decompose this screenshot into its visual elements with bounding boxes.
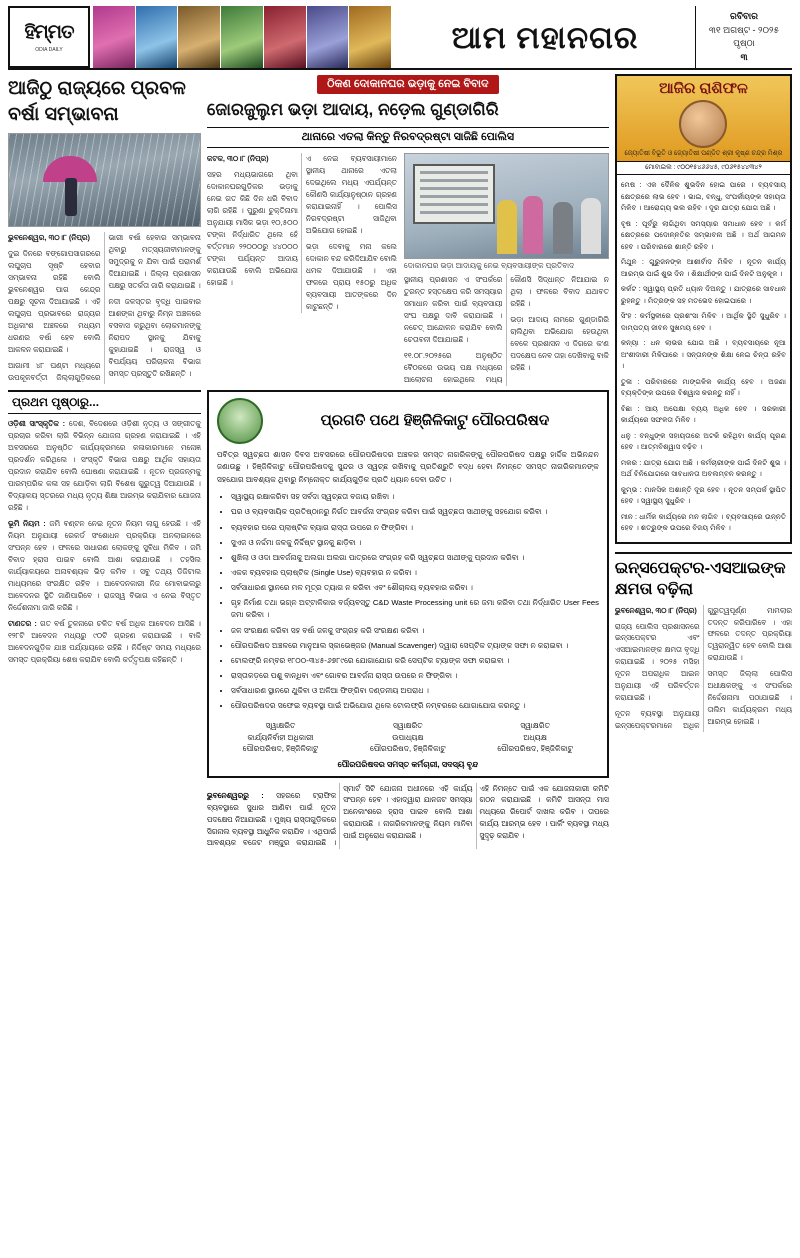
left-para-0: ଦୁଇ ଦିନରେ ବଙ୍ଗୋପସାଗରରେ ଲଘୁଚାପ ସୃଷ୍ଟି ହେବାର ସମ୍ଭାବନା ରହିଛି ବୋଲି ଭୁବନେଶ୍ୱର ପାଗ କେନ୍ଦ୍ର ପକ୍ଷରୁ ସୂଚନା ଦିଆଯାଇଛି । ଏହି ଲଘୁଚାପ ପ୍ରଭାବରେ ରାଜ୍ୟର ଅଧିକାଂଶ ଅଞ୍ଚଳରେ ମଧ୍ୟମ ଧରଣର ବର୍ଷା ହେବ ବୋଲି ଆକଳନ କରାଯାଇଛି । bbox=[8, 249, 101, 355]
right-bottom-body bbox=[615, 605, 792, 733]
rashi: କୁମ୍ଭ : ମାନସିକ ଅଶାନ୍ତି ଦୂର ହେବ । ନୂତନ ସମ୍ପର୍କ ସ୍ଥାପିତ ହେବ । ସ୍ୱାସ୍ଥ୍ୟ ସୁଧୁରିବ । bbox=[620, 484, 786, 506]
horoscope-box bbox=[615, 74, 792, 544]
weekday: ରବିବାର bbox=[730, 11, 758, 21]
mid-para-5: ଭଡ଼ା ଆଦାୟ ନାମରେ ଗୁଣ୍ଡାଗିରି ଚାଲିଥିବା ଅଭିଯୋଗ ହେଉଥିବା ବେଳେ ପ୍ରଶାସନ ଏ ଦିଗରେ କ'ଣ ପଦକ୍ଷେପ ନେବ ତାହା ଦେଖିବାକୁ ବାକି ରହିଛି । bbox=[510, 314, 609, 372]
right-para-0: ରାଜ୍ୟ ପୋଲିସ ପ୍ରଶାସନରେ ଇନ୍ସପେକ୍ଟର ଏବଂ ଏସଆଇମାନଙ୍କ କ୍ଷମତା ବୃଦ୍ଧି କରାଯାଇଛି । ୨୦୨୫ ମସିହା ନୂତନ ଅପରାଧିକ ଆଇନ ଅନୁଯାୟୀ ଏହି ପରିବର୍ତ୍ତନ କରାଯାଇଛି । bbox=[614, 621, 700, 703]
ad-title: ପ୍ରଗତି ପଥେ ହିଞ୍ଜିଳିକାଟୁ ପୌରପରିଷଦ bbox=[320, 412, 550, 430]
photo-caption: ଦୋକାନଘର ଭଡ଼ା ଆଦାୟକୁ ନେଇ ବ୍ୟବସାୟୀଙ୍କ ପ୍ରତିବାଦ bbox=[403, 260, 575, 270]
rashi: ମୀନ : ଧାର୍ମିକ କାର୍ଯ୍ୟରେ ମନ ଲାଗିବ । ବ୍ୟବସାୟରେ ଉନ୍ନତି ହେବ । ଶତ୍ରୁଙ୍କ ଉପରେ ବିଜୟ ମିଳିବ । bbox=[620, 511, 786, 533]
right-para-2: ସମସ୍ତ ଜିଲ୍ଲା ପୋଲିସ ଅଧୀକ୍ଷକଙ୍କୁ ଏ ସଂପର୍କରେ ନିର୍ଦ୍ଦେଶନାମା ପଠାଯାଇଛି । ତାଲିମ କାର୍ଯ୍ୟକ୍ରମ ମଧ୍ୟ ଆରମ୍ଭ ହୋଇଛି । bbox=[707, 669, 792, 727]
mid-body-right bbox=[404, 274, 609, 386]
ad-bullet: • ଶୁଖିଲା ଓ ଓଦା ଆବର୍ଜନାକୁ ଅଲଗା ଅଲଗା ପାତ୍ରରେ ସଂଗ୍ରହ କରି ସ୍ୱଚ୍ଛତା ସାଥୀଙ୍କୁ ପ୍ରଦାନ କରିବା । bbox=[231, 552, 599, 564]
rain-photo bbox=[8, 133, 201, 227]
bottom-note-text2: ଏହି ନିମନ୍ତେ ପାଇଁ ଏକ ଯୋଜନାକାରୀ କମିଟି ଗଠନ କରାଯାଇଛି । କମିଟି ଆସନ୍ତା ମାସ ମଧ୍ୟରେ ରିପୋର୍ଟ ଦାଖଲ କରିବ । ତାପରେ କାର୍ଯ୍ୟ ଆରମ୍ଭ ହେବ । ପାର୍କିଂ ବ୍ୟବସ୍ଥା ମଧ୍ୟ ସୁଦୃଢ଼ କରାଯିବ । bbox=[479, 783, 609, 840]
middle-column bbox=[207, 74, 609, 849]
municipality-advertisement bbox=[207, 390, 609, 778]
astrologer-contact: ମୋବାଇଲ : ୯୦୦୧୫୪୬୬୪୫, ୯୦୬୧୫୪୪୩୪୨ bbox=[617, 161, 790, 175]
date: ୩୧ ଅଗଷ୍ଟ - ୨୦୨୫ bbox=[708, 24, 780, 35]
ad-bullet-list bbox=[217, 491, 599, 712]
sig-line2: ଉପାଧ୍ୟକ୍ଷ bbox=[392, 732, 424, 742]
protest-photo bbox=[404, 153, 609, 259]
mid-para-0: ସହର ମଧ୍ୟଭାଗରେ ଥିବା ଦୋକାନଘରଗୁଡ଼ିକର ଭଡ଼ାକୁ ନେଇ ଗତ କିଛି ଦିନ ଧରି ବିବାଦ ଲାଗି ରହିଛି । ପୁରୁଣା ଚୁକ୍ତିନାମା ଅନୁଯାୟୀ ମାସିକ ଭଡ଼ା ୧୦,୫୦୦ ଟଙ୍କା ନିର୍ଦ୍ଧାରିତ ଥିଲେ ହେଁ ବର୍ତ୍ତମାନ ୨୨୦୦୦ରୁ ୪୪୦୦୦ ଟଙ୍କା ପର୍ଯ୍ୟନ୍ତ ଆଦାୟ କରାଯାଉଛି ବୋଲି ଅଭିଯୋଗ ହୋଇଛି । bbox=[206, 169, 298, 287]
ad-bullet: • ଟୋଲଫ୍ରି ନମ୍ବର ୧୮୦୦-୩୪୫-୬୭୮୯ରେ ଯୋଗାଯୋଗ କରି ସେପ୍ଟିକ ଟ୍ୟାଙ୍କ ସଫା କରାଇବା । bbox=[231, 655, 599, 667]
ad-footer: ପୌରପରିଷଦର ସମସ୍ତ କର୍ମଚାରୀ, ସଦସ୍ୟ ବୃନ୍ଦ bbox=[337, 759, 479, 769]
masthead bbox=[8, 6, 792, 70]
sig-line2: ଅଧ୍ୟକ୍ଷ bbox=[523, 732, 547, 742]
left-para-1: ଆଗାମୀ ୪୮ ଘଣ୍ଟା ମଧ୍ୟରେ ଉପକୂଳବର୍ତ୍ତୀ ଜିଲ୍ଲାଗୁଡ଼ିକରେ ଭାରୀ ବର୍ଷା ହେବାର ସମ୍ଭାବନା ଥିବାରୁ ମତ୍ସ୍ୟଜୀବୀମାନଙ୍କୁ ସମୁଦ୍ରକୁ ନ ଯିବା ପାଇଁ ପରାମର୍ଶ ଦିଆଯାଇଛି । ଜିଲ୍ଲା ପ୍ରଶାସନ ପକ୍ଷରୁ ସତର୍କତା ଜାରି କରାଯାଇଛି । bbox=[8, 233, 201, 383]
continued-section-body bbox=[8, 418, 201, 666]
story-kicker: ଠିକଣ ଦୋକାନଘର ଭଡ଼ାକୁ ନେଇ ବିବାଦ bbox=[317, 75, 498, 94]
bottom-note-text: ସହରରେ ଟ୍ରାଫିକ ବ୍ୟବସ୍ଥାରେ ସୁଧାର ଆଣିବା ପାଇଁ ନୂତନ ପଦକ୍ଷେପ ନିଆଯାଇଛି । ମୁଖ୍ୟ ରାସ୍ତାଗୁଡ଼ିକରେ ସିଗନାଲ ବ୍ୟବସ୍ଥା ଆଧୁନିକ କରାଯିବ । ଏଥିପାଇଁ ଆବଶ୍ୟକ ବଜେଟ ମଞ୍ଜୁର କରାଯାଇଛି । ସ୍ମାର୍ଟ ସିଟି ଯୋଜନା ଅଧୀନରେ ଏହି କାର୍ଯ୍ୟ ସଂପନ୍ନ ହେବ । ଏହାଦ୍ୱାରା ଯାନଜଟ ସମସ୍ୟା ଅନେକାଂଶରେ ହ୍ରାସ ପାଇବ ବୋଲି ଆଶା କରାଯାଉଛି । ନାଗରିକମାନଙ୍କୁ ନିୟମ ମାନିବା ପାଇଁ ଅନୁରୋଧ କରାଯାଇଛି । bbox=[206, 783, 473, 848]
ad-bullet: • ପୌରପରିଷଦର ସଫେଇ ବ୍ୟବସ୍ଥା ପାଇଁ ଅଭିଯୋଗ ଥିଲେ ଟୋଲଫ୍ରି ନମ୍ବରରେ ଯୋଗାଯୋଗ କରନ୍ତୁ । bbox=[231, 700, 599, 712]
page-label: ପୃଷ୍ଠା bbox=[733, 38, 755, 48]
signature-block bbox=[472, 720, 599, 754]
right-bottom-headline: ଇନ୍ସପେକ୍ଟର-ଏସଆଇଙ୍କ କ୍ଷମତା ବଢ଼ିଲା bbox=[615, 552, 792, 601]
right-para-1: ନୂତନ ବ୍ୟବସ୍ଥା ଅନୁଯାୟୀ ଇନ୍ସପେକ୍ଟରମାନେ ଅଧିକ ଗୁରୁତ୍ୱପୂର୍ଣ୍ଣ ମାମଲାର ତଦନ୍ତ କରିପାରିବେ । ଏହା ଫଳରେ ତଦନ୍ତ ପ୍ରକ୍ରିୟା ତ୍ୱରାନ୍ୱିତ ହେବ ବୋଲି ଆଶା କରାଯାଉଛି । bbox=[614, 605, 792, 731]
rashi: ମକର : ଯାତ୍ରା ଯୋଗ ଅଛି । କର୍ମଚାରୀଙ୍କ ପାଇଁ ଦିନଟି ଶୁଭ । ଅର୍ଥ ବିନିଯୋଗରେ ସାବଧାନତା ଅବଲମ୍ବନ କରନ୍ତୁ । bbox=[620, 457, 786, 479]
nameplate bbox=[395, 6, 695, 68]
ad-bullet: • ଘର ଓ ବ୍ୟବସାୟିକ ପ୍ରତିଷ୍ଠାନରୁ ନିର୍ଗତ ଆବର୍ଜନା ସଂଗ୍ରହ କରିବା ପାଇଁ ସ୍ୱଚ୍ଛତା ସାଥୀଙ୍କୁ ସହଯୋଗ କରିବା । bbox=[231, 506, 599, 518]
municipality-emblem-icon bbox=[217, 398, 263, 444]
paper-title: ଆମ ମହାନଗର bbox=[451, 19, 639, 55]
rashi: ମିଥୁନ : ଗୁରୁଜନଙ୍କ ଆଶୀର୍ବାଦ ମିଳିବ । ନୂତନ କାର୍ଯ୍ୟ ଆରମ୍ଭ ପାଇଁ ଶୁଭ ଦିନ । ଶିକ୍ଷାର୍ଥୀଙ୍କ ପାଇଁ ଦିନଟି ଅନୁକୂଳ । bbox=[620, 257, 786, 278]
logo-subtext: ODIA DAILY bbox=[35, 46, 63, 53]
horoscope-header bbox=[617, 76, 790, 161]
sig-line3: ପୌରପରିଷଦ, ହିଞ୍ଜିଳିକାଟୁ bbox=[242, 744, 319, 754]
item0-text: ଦେଶ, ବିଦେଶରେ ଓଡ଼ିଶୀ ନୃତ୍ୟ ଓ ସଙ୍ଗୀତକୁ ପ୍ରଚାର କରିବା ଲାଗି ବିଭିନ୍ନ ଯୋଜନା ଗ୍ରହଣ କରାଯାଇଛି । ଏହି ଅବସରରେ ଅନୁଷ୍ଠିତ କାର୍ଯ୍ୟକ୍ରମରେ କଳାକାରମାନେ ମନୋଜ୍ଞ ପ୍ରଦର୍ଶନ କରିଥିଲେ । ସଂସ୍କୃତି ବିଭାଗ ପକ୍ଷରୁ ଆର୍ଥିକ ସହାୟତା ପ୍ରଦାନ କରାଯିବ ବୋଲି ଘୋଷଣା କରାଯାଇଛି । ନୂତନ ପ୍ରଜନ୍ମକୁ ପାରମ୍ପରିକ କଳା ସହ ଯୋଡ଼ିବା ଲାଗି ବିଶେଷ ଗୁରୁତ୍ୱ ଦିଆଯାଉଛି । ବିଦ୍ୟାଳୟ ସ୍ତରରେ ମଧ୍ୟ ନୃତ୍ୟ ଶିକ୍ଷା ଆରମ୍ଭ କରାଯିବାର ଯୋଜନା ରହିଛି । bbox=[8, 419, 201, 512]
page-number: ୩ bbox=[740, 51, 748, 62]
ad-bullet: • ପୌରପରିଷଦ ଅଞ୍ଚଳରେ ମାନୁଆଲ ସ୍କାଭେଞ୍ଜର (Manual Scavenger) ଦ୍ୱାରା ସେପ୍ଟିକ ଟ୍ୟାଙ୍କ ସଫା ନ କରାଇବା । bbox=[231, 640, 599, 652]
sig-line3: ପୌରପରିଷଦ, ହିଞ୍ଜିଳିକାଟୁ bbox=[369, 744, 446, 754]
right-dateline: ଭୁବନେଶ୍ୱର, ୩୦।୮ (ନିପ୍ର) bbox=[614, 605, 697, 615]
item2-lead: ଟାଣତର : bbox=[8, 618, 37, 628]
mid-body-left bbox=[207, 153, 397, 313]
sig-line1: ସ୍ୱାକ୍ଷରିତ bbox=[265, 721, 296, 731]
rashi: ସିଂହ : କର୍ମସ୍ଥଳୀରେ ପ୍ରଶଂସା ମିଳିବ । ଆର୍ଥିକ ସ୍ଥିତି ସୁଧୁରିବ । ଦାମ୍ପତ୍ୟ ଜୀବନ ସୁଖମୟ ହେବ । bbox=[620, 311, 786, 332]
signature-block bbox=[217, 720, 344, 754]
left-column bbox=[8, 74, 201, 849]
rashi: ଧନୁ : ବନ୍ଧୁଙ୍କ ସହାୟତାରେ ଅଟକି ରହିଥିବା କାର୍ଯ୍ୟ ପୂରଣ ହେବ । ଆତ୍ମବିଶ୍ୱାସ ବଢ଼ିବ । bbox=[620, 430, 786, 452]
ad-bullet: • ସର୍ବସାଧାରଣ ସ୍ଥାନରେ ଥୁକିବା ଓ ଅଳିଆ ଫିଙ୍ଗିବା ଦଣ୍ଡନୀୟ ଅପରାଧ । bbox=[231, 685, 599, 697]
mid-para-4: ୧୧.୦୮.୨୦୨୫ରେ ଅନୁଷ୍ଠିତ ବୈଠକରେ ଉଭୟ ପକ୍ଷ ମଧ୍ୟରେ ଆଲୋଚନା ହୋଇଥିଲେ ମଧ୍ୟ କୌଣସି ସିଦ୍ଧାନ୍ତ ନିଆଯାଇ ନ ଥିଲା । ଫଳରେ ବିବାଦ ଯଥାବତ ରହିଛି । bbox=[403, 274, 609, 384]
rashi: ତୁଳା : ପରିବାରରେ ମାଙ୍ଗଳିକ କାର୍ଯ୍ୟ ହେବ । ଅଜଣା ବ୍ୟକ୍ତିଙ୍କ ଉପରେ ବିଶ୍ୱାସ କରନ୍ତୁ ନାହିଁ । bbox=[620, 376, 786, 398]
ad-bullet: • ରାସ୍ତାକଡ଼ରେ ପଶୁ ବାନ୍ଧିବା ଏବଂ ଗୋବର ଆବର୍ଜନା ରାସ୍ତା ଉପରେ ନ ଫିଙ୍ଗିବା । bbox=[231, 670, 599, 682]
ad-bullet: • ସ୍ୱାସ୍ଥ୍ୟ ରକ୍ଷାକରିବା ସହ ସର୍ବଦା ସ୍ୱଚ୍ଛତା ବଜାୟ ରଖିବା । bbox=[231, 491, 599, 503]
rashi: କନ୍ୟା : ଧନ ଲାଭର ଯୋଗ ଅଛି । ବ୍ୟବସାୟରେ ନୂଆ ଅଂଶୀଦାରୀ ମିଳିପାରେ । ସନ୍ତାନଙ୍କ ଶିକ୍ଷା ନେଇ ଚିନ୍ତା ରହିବ । bbox=[620, 338, 786, 371]
date-block bbox=[695, 6, 792, 68]
masthead-photo-strip bbox=[93, 6, 392, 68]
notice-board bbox=[413, 164, 495, 224]
right-column bbox=[615, 74, 792, 849]
ad-bullet: • ବ୍ୟବହାର ପରେ ପ୍ଲାଷ୍ଟିକ ବ୍ୟାଗ ରାସ୍ତା ଉପରେ ନ ଫିଙ୍ଗିବା । bbox=[231, 522, 599, 534]
ad-bullet: • ଏକକ ବ୍ୟବହାର ପ୍ଲାଷ୍ଟିକ (Single Use) ବ୍ୟବହାର ନ କରିବା । bbox=[231, 567, 599, 579]
rashi: ବୃଷ : ପୂର୍ବରୁ ଲାଗିଥିବା ସମସ୍ୟାର ସମାଧାନ ହେବ । କର୍ମ କ୍ଷେତ୍ରରେ ପଦୋନ୍ନତିର ସମ୍ଭାବନା ଅଛି । ଅର୍ଥ ଆଗମନ ହେବ । ପରିବାରରେ ଶାନ୍ତି ରହିବ । bbox=[620, 218, 786, 251]
bottom-note-lead: ଭୁବନେଶ୍ୱରରୁ : bbox=[206, 791, 264, 801]
left-dateline: ଭୁବନେଶ୍ୱର, ୩୦।୮ (ନିପ୍ର) bbox=[8, 233, 90, 243]
ad-signatures bbox=[217, 720, 599, 754]
mid-para-3: ସ୍ଥାନୀୟ ପ୍ରଶାସନ ଏ ସଂପର୍କରେ ତୁରନ୍ତ ହସ୍ତକ୍ଷେପ କରି ସମସ୍ୟାର ସମାଧାନ କରିବା ପାଇଁ ବ୍ୟବସାୟୀ ସଂଘ ପକ୍ଷରୁ ଦାବି କରାଯାଇଛି । ନଚେତ୍ ଆନ୍ଦୋଳନ କରାଯିବ ବୋଲି ଚେତାବନୀ ଦିଆଯାଇଛି । bbox=[403, 274, 503, 344]
sig-line2: କାର୍ଯ୍ୟନିର୍ବାହୀ ଅଧିକାରୀ bbox=[247, 732, 314, 742]
ad-bullet: • ସର୍ବସାଧାରଣ ସ୍ଥାନରେ ମଳ ମୂତ୍ର ତ୍ୟାଗ ନ କରିବା ଏବଂ ଶୌଚାଳୟ ବ୍ୟବହାର କରିବା । bbox=[231, 582, 599, 594]
main-columns bbox=[8, 74, 792, 849]
ad-header bbox=[217, 398, 599, 444]
rashi: ମେଷ : ଏକ ଦୈନିକ ଶୁଭଦିନ ହୋଇ ପାରେ । ବ୍ୟବସାୟ କ୍ଷେତ୍ରରେ ଲାଭ ହେବ । ଭାଇ, ବନ୍ଧୁ, ସଂପର୍କୀୟଙ୍କ ସହାୟତା ମିଳିବ । ଆରୋଗ୍ୟ ଭଲ ରହିବ । ଦୂର ଯାତ୍ରା ଯୋଗ ଅଛି । bbox=[620, 180, 786, 213]
astrologer-name: ଜ୍ୟୋତିଷୀ ବିଭୂତି ଓ ଜ୍ୟୋତିଷୀ ପଣ୍ଡିତ ଶ୍ରୀ କୃଷ୍ଣ ଚନ୍ଦ୍ର ମିଶ୍ର bbox=[624, 150, 783, 157]
sig-line1: ସ୍ୱାକ୍ଷରିତ bbox=[393, 721, 423, 731]
lead-headline: ଆଜିଠୁ ରାଜ୍ୟରେ ପ୍ରବଳ ବର୍ଷା ସମ୍ଭାବନା bbox=[8, 78, 186, 125]
left-story-body bbox=[8, 232, 201, 384]
mid-para-1: ଏ ନେଇ ବ୍ୟବସାୟୀମାନେ ସ୍ଥାନୀୟ ଥାନାରେ ଏତଲା ଦେଇଥିଲେ ମଧ୍ୟ ଏପର୍ଯ୍ୟନ୍ତ କୌଣସି କାର୍ଯ୍ୟାନୁଷ୍ଠାନ ଗ୍ରହଣ କରାଯାଇନାହିଁ । ପୋଲିସ ନିରବଦ୍ରଷ୍ଟା ସାଜିଥିବା ଅଭିଯୋଗ ହୋଇଛି । bbox=[305, 153, 397, 235]
left-para-2: ନଦୀ ଜଳସ୍ତର ବୃଦ୍ଧି ପାଇବାର ଆଶଙ୍କା ଥିବାରୁ ନିମ୍ନ ଅଞ୍ଚଳରେ ବସବାସ କରୁଥିବା ଲୋକମାନଙ୍କୁ ନିରାପଦ ସ୍ଥାନକୁ ଯିବାକୁ କୁହାଯାଇଛି । ରାଜସ୍ୱ ଓ ବିପର୍ଯ୍ୟୟ ପରିଚାଳନା ବିଭାଗ ସମସ୍ତ ପ୍ରସ୍ତୁତି ରଖିଛନ୍ତି । bbox=[108, 297, 201, 379]
horoscope-title: ଆଜିର ରାଶିଫଳ bbox=[659, 80, 748, 97]
item1-text: ଜମି ବଣ୍ଟନ ନେଇ ନୂତନ ନିୟମ ଲାଗୁ ହେଉଛି । ଏହି ନିୟମ ଅନୁଯାୟୀ ରେକର୍ଡ ସଂଶୋଧନ ପ୍ରକ୍ରିୟା ଅନଲାଇନରେ ସଂପନ୍ନ ହେବ । ଫଳରେ ସାଧାରଣ ଲୋକଙ୍କୁ ସୁବିଧା ମିଳିବ । ଜମି ବିବାଦ ହ୍ରାସ ପାଇବ ବୋଲି ଆଶା କରାଯାଉଛି । ତହସିଲ କାର୍ଯ୍ୟାଳୟରେ ଅନାବଶ୍ୟକ ଭିଡ଼ କମିବ । ସବୁ ତଥ୍ୟ ଡିଜିଟାଲ ମାଧ୍ୟମରେ ସଂରକ୍ଷିତ ରହିବ । ଆବେଦନକାରୀ ନିଜ ମୋବାଇଲରୁ ଆବେଦନର ସ୍ଥିତି ଜାଣିପାରିବେ । ରାଜସ୍ୱ ବିଭାଗ ଏ ନେଇ ବିସ୍ତୃତ ନିର୍ଦ୍ଦେଶନାମା ଜାରି କରିଛି । bbox=[8, 518, 201, 612]
horoscope-body bbox=[617, 175, 790, 542]
ad-bullet: • ଜଳ ସଂରକ୍ଷଣ କରିବା ସହ ବର୍ଷା ଜଳକୁ ସଂଗ୍ରହ କରି ସଂରକ୍ଷଣ କରିବା । bbox=[231, 625, 599, 637]
sig-line3: ପୌରପରିଷଦ, ହିଞ୍ଜିଳିକାଟୁ bbox=[497, 744, 574, 754]
rashi: କର୍କଟ : ସ୍ୱାସ୍ଥ୍ୟ ପ୍ରତି ଧ୍ୟାନ ଦିଅନ୍ତୁ । ଯାତ୍ରାରେ ସାବଧାନ ରୁହନ୍ତୁ । ମିତ୍ରଙ୍କ ସହ ମତଭେଦ ହୋଇପାରେ । bbox=[620, 284, 786, 305]
bottom-note bbox=[207, 783, 609, 850]
main-headline: ଜୋରଜୁଲୁମ ଭଡ଼ା ଆଦାୟ, ନଡ଼େଲ ଗୁଣ୍ଡାଗିରି bbox=[206, 100, 499, 119]
ad-intro: ପବିତ୍ର ସ୍ୱଚ୍ଛତା ଶାସନ ଦିବସ ଅବସରରେ ପୌରପରିଷଦର ଅଞ୍ଚଳର ସମସ୍ତ ନାଗରିକଙ୍କୁ ପୌରପରିଷଦ ପକ୍ଷରୁ ହାର୍ଦ୍ଦିକ ଅଭିନନ୍ଦନ ଜଣାଉଛୁ । ହିଞ୍ଜିଳିକାଟୁ ପୌରପରିଷଦକୁ ସୁନ୍ଦର ଓ ସ୍ୱଚ୍ଛ ରଖିବାକୁ ପ୍ରତିଶ୍ରୁତି ବଦ୍ଧ ହେବା ନିମନ୍ତେ ସମସ୍ତ ନାଗରିକମାନଙ୍କ ସହଯୋଗ ଆବଶ୍ୟକ ଥିବାରୁ ନିମ୍ନୋକ୍ତ କାର୍ଯ୍ୟଗୁଡ଼ିକ ପ୍ରତି ଧ୍ୟାନ ଦେବା ଉଚିତ । bbox=[216, 449, 599, 484]
publication-logo bbox=[8, 6, 90, 68]
signature-block bbox=[344, 720, 471, 754]
ad-bullet: • ସୁଏଜ ଓ ନର୍ଦ୍ଦମା ଜଳକୁ ନିର୍ଦ୍ଦିଷ୍ଟ ସ୍ଥାନକୁ ଛାଡ଼ିବା । bbox=[231, 537, 599, 549]
mid-para-2: ଭଡ଼ା ଦେବାକୁ ମନା କଲେ ଦୋକାନ ବନ୍ଦ କରିଦିଆଯିବ ବୋଲି ଧମକ ଦିଆଯାଉଛି । ଏହା ଫଳରେ ପ୍ରାୟ ୧୫୦ରୁ ଅଧିକ ବ୍ୟବସାୟୀ ଆତଙ୍କରେ ଦିନ କାଟୁଛନ୍ତି । bbox=[305, 241, 397, 311]
mid-dateline: କଟକ, ୩୦।୮ (ନିପ୍ର) bbox=[206, 153, 269, 163]
sig-line1: ସ୍ୱାକ୍ଷରିତ bbox=[520, 721, 551, 731]
logo-text: ହିମ୍ମତ bbox=[24, 21, 74, 43]
item0-lead: ଓଡ଼ିଶୀ ସାଂସ୍କୃତିକ : bbox=[8, 419, 66, 429]
astrologer-portrait bbox=[679, 100, 727, 148]
continued-section-head: ପ୍ରଥମ ପୃଷ୍ଠାରୁ... bbox=[8, 390, 201, 414]
item2-text: ଗତ ବର୍ଷ ତୁଳନାରେ ଚଳିତ ବର୍ଷ ଅଧିକ ଆବେଦନ ଆସିଛି । ୧୨୮ଟି ଆବେଦନ ମଧ୍ୟରୁ ୯୦ଟି ଗ୍ରହଣ କରାଯାଇଛି । ବାକି ଆବେଦନଗୁଡ଼ିକ ଯାଞ୍ଚ ପର୍ଯ୍ୟାୟରେ ରହିଛି । ନିର୍ଦ୍ଦିଷ୍ଟ ସମୟ ମଧ୍ୟରେ ସମସ୍ତ ପ୍ରକ୍ରିୟା ଶେଷ କରାଯିବ ବୋଲି କର୍ତ୍ତୃପକ୍ଷ କହିଛନ୍ତି । bbox=[8, 618, 201, 664]
item1-lead: ଭୂମି ନିୟମ : bbox=[8, 518, 46, 528]
subheadline-strap: ଥାନାରେ ଏତଲା କିନ୍ତୁ ନିରବଦ୍ରଷ୍ଟା ସାଜିଛି ପୋଲିସ bbox=[207, 127, 609, 148]
ad-bullet: • ଗୃହ ନିର୍ମାଣ ତଥା ଭଗ୍ନ ଅଟ୍ଟାଳିକାର ବର୍ଜ୍ୟବସ୍ତୁ C&D Waste Processing unit ରେ ଜମା କରିବା ତଥା ନିର୍ଦ୍ଧାରିତ User Fees ଜମା କରିବା । bbox=[231, 597, 599, 621]
rashi: ବିଛା : ଆୟ ଅପେକ୍ଷା ବ୍ୟୟ ଅଧିକ ହେବ । ସରକାରୀ କାର୍ଯ୍ୟରେ ସଫଳତା ମିଳିବ । bbox=[620, 403, 786, 425]
